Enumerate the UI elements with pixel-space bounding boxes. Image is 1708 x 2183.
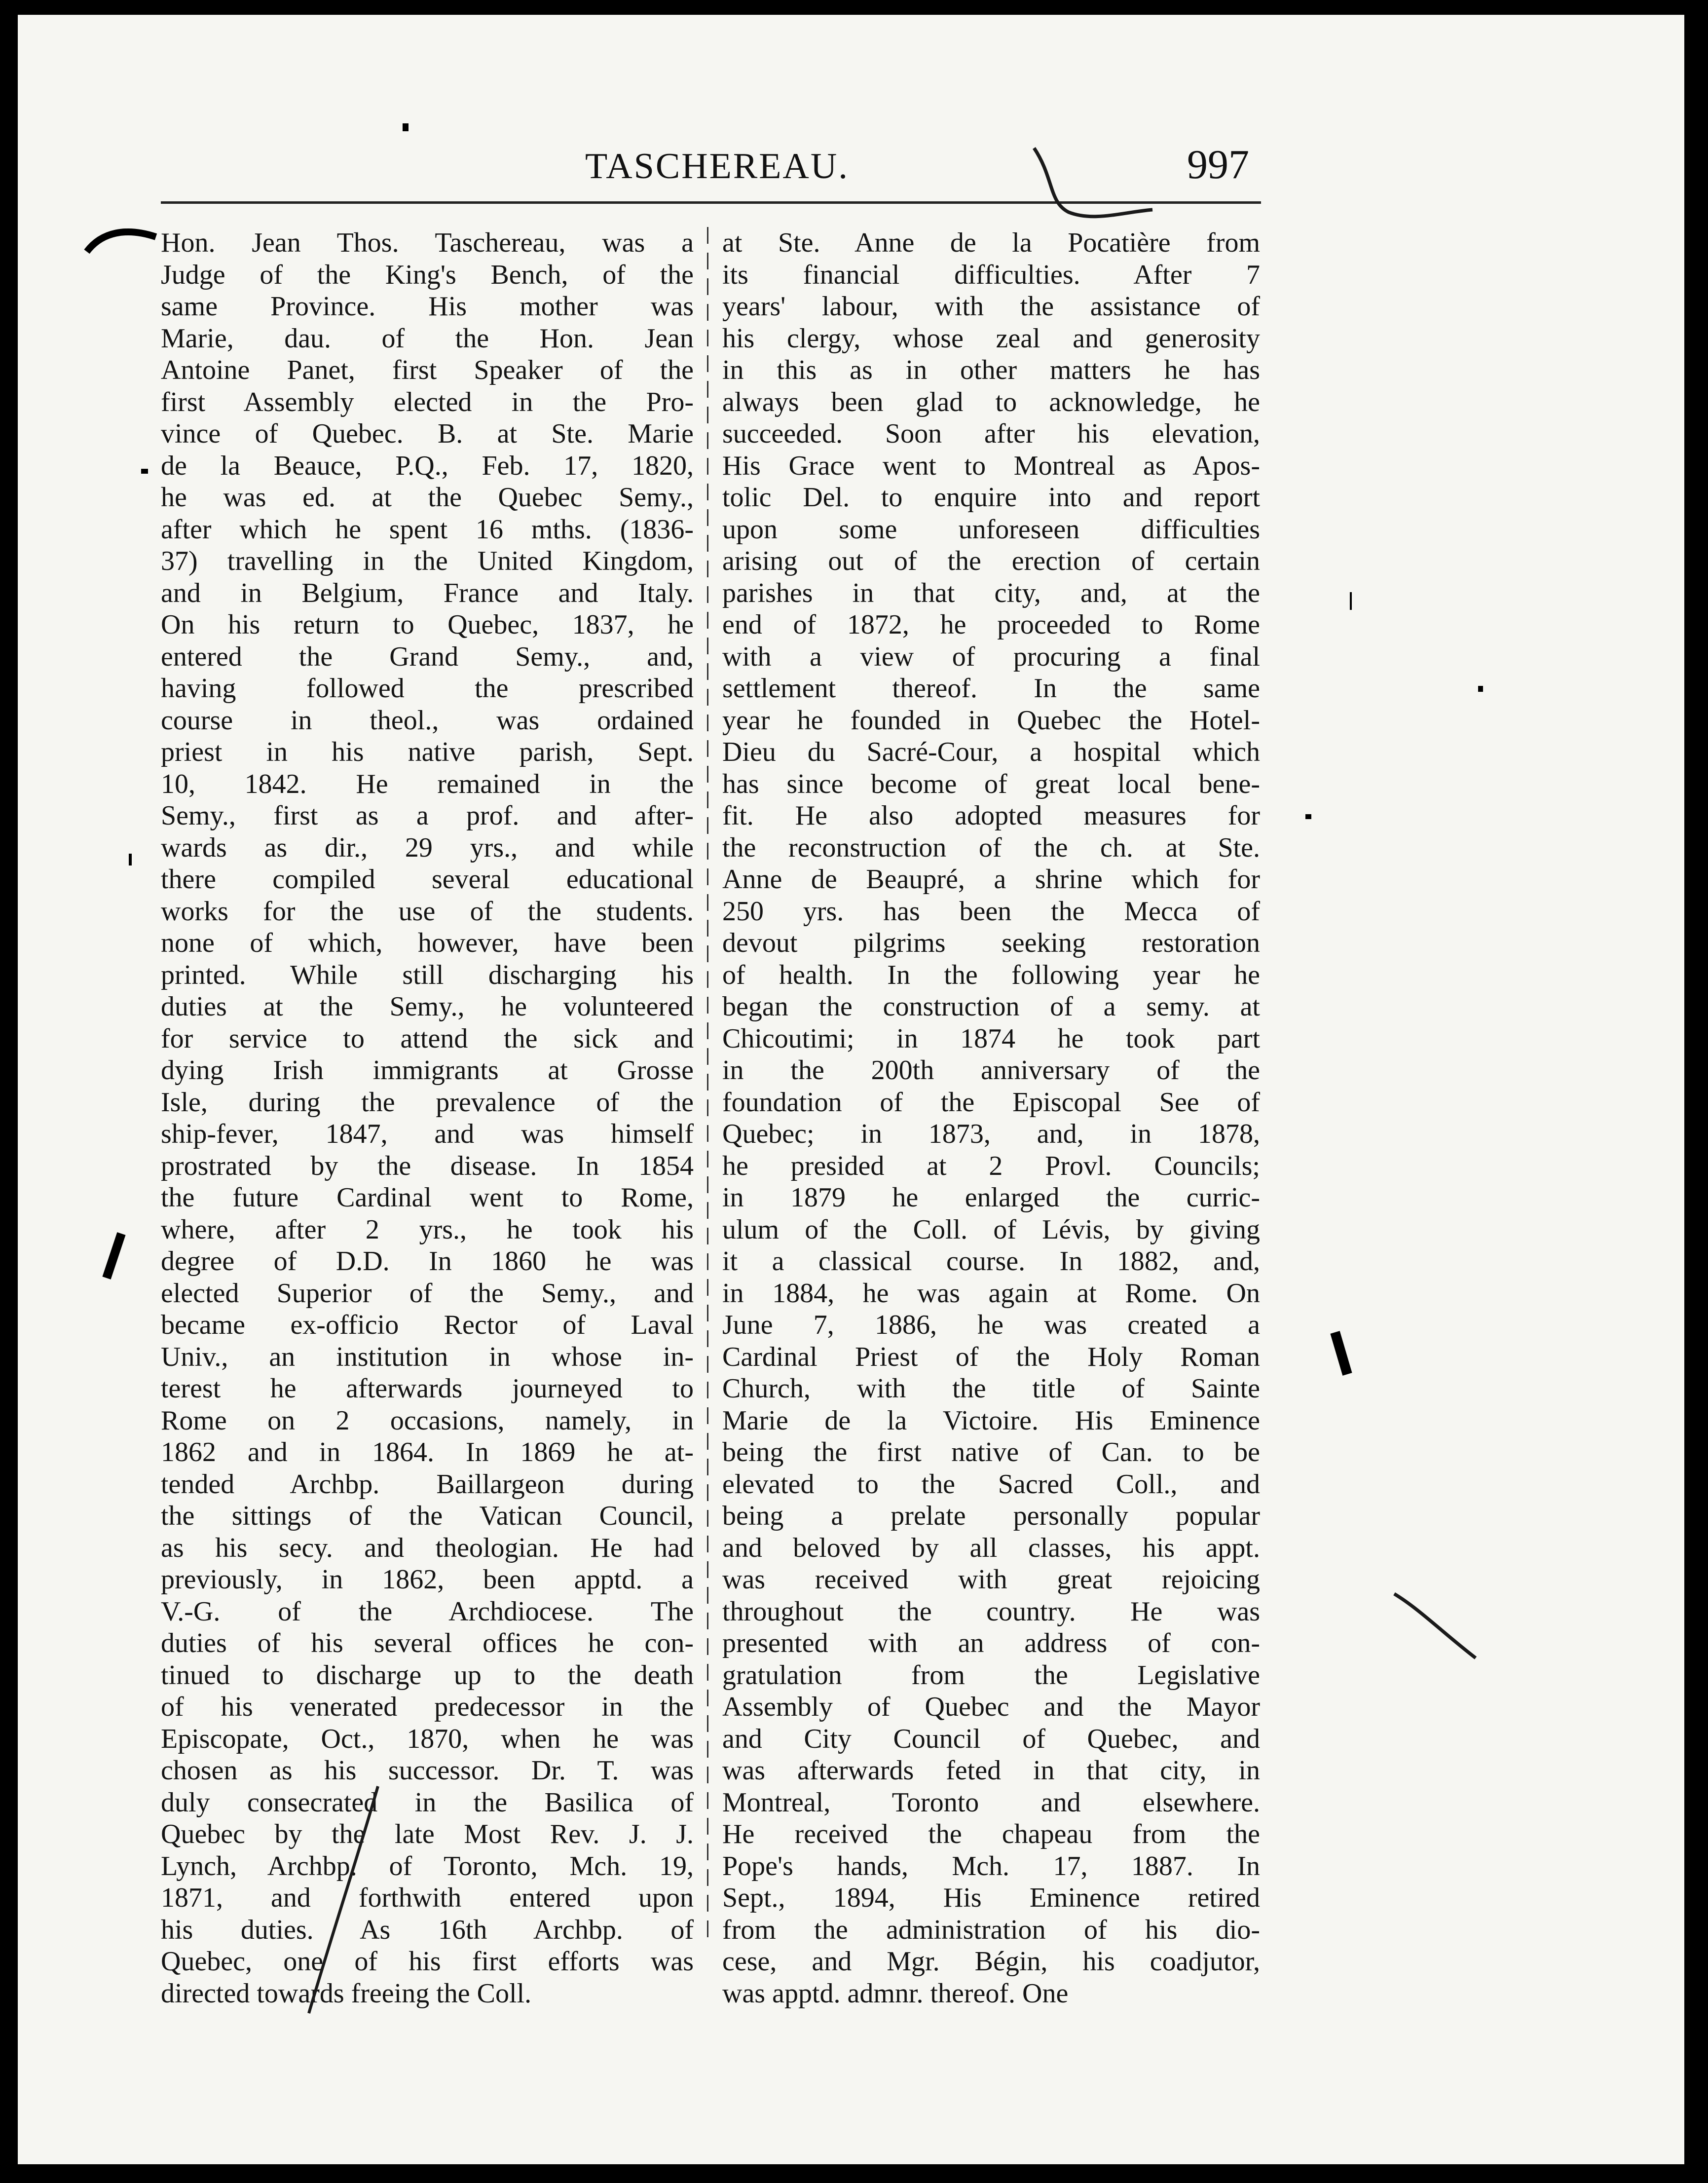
right-column-line: Quebec; in 1873, and, in 1878, xyxy=(722,1119,1260,1149)
left-column-line: wards as dir., 29 yrs., and while xyxy=(161,832,694,863)
right-column-line: in this as in other matters he has xyxy=(722,355,1260,385)
left-column-line: for service to attend the sick and xyxy=(161,1023,694,1054)
right-column-line: fit. He also adopted measures for xyxy=(722,800,1260,831)
right-column-line: he presided at 2 Provl. Councils; xyxy=(722,1150,1260,1181)
left-column-line: Rome on 2 occasions, namely, in xyxy=(161,1405,694,1436)
left-column-line: there compiled several educational xyxy=(161,864,694,895)
right-column-line: has since become of great local bene- xyxy=(722,768,1260,799)
right-column-line: being a prelate personally popular xyxy=(722,1501,1260,1531)
column-divider xyxy=(707,227,708,1944)
left-column-line: chosen as his successor. Dr. T. was xyxy=(161,1755,694,1786)
right-column-line: was received with great rejoicing xyxy=(722,1564,1260,1595)
speck-3 xyxy=(1305,814,1311,819)
left-column-line: elected Superior of the Semy., and xyxy=(161,1278,694,1309)
left-column-line: Judge of the King's Bench, of the xyxy=(161,259,694,290)
right-column-line: in 1884, he was again at Rome. On xyxy=(722,1278,1260,1309)
right-column-line: the reconstruction of the ch. at Ste. xyxy=(722,832,1260,863)
speck-4 xyxy=(1350,592,1352,610)
right-column-line: Assembly of Quebec and the Mayor xyxy=(722,1692,1260,1722)
left-column-line: he was ed. at the Quebec Semy., xyxy=(161,482,694,513)
pencil-stroke-bottom-left xyxy=(294,1781,393,2018)
right-column xyxy=(722,227,1260,2009)
left-column-line: dying Irish immigrants at Grosse xyxy=(161,1055,694,1086)
right-column-line: gratulation from the Legislative xyxy=(722,1659,1260,1691)
left-column-line: Lynch, Archbp. of Toronto, Mch. 19, xyxy=(161,1850,694,1882)
left-column-line: duly consecrated in the Basilica of xyxy=(161,1787,694,1818)
left-column-line: works for the use of the students. xyxy=(161,896,694,927)
right-column-line: and beloved by all classes, his appt. xyxy=(722,1532,1260,1563)
right-column-line: devout pilgrims seeking restoration xyxy=(722,928,1260,958)
right-column-line: June 7, 1886, he was created a xyxy=(722,1310,1260,1340)
left-column-line: Isle, during the prevalence of the xyxy=(161,1087,694,1118)
left-column-line: 1862 and in 1864. In 1869 he at- xyxy=(161,1437,694,1468)
speck-5 xyxy=(129,854,132,866)
left-column-line: the sittings of the Vatican Council, xyxy=(161,1501,694,1531)
speck-1 xyxy=(403,123,408,131)
scanned-page xyxy=(18,15,1684,2164)
right-column-line: settlement thereof. In the same xyxy=(722,673,1260,704)
left-column-line: after which he spent 16 mths. (1836- xyxy=(161,514,694,545)
left-column-line: Antoine Panet, first Speaker of the xyxy=(161,355,694,385)
left-column-line: directed towards freeing the Coll. xyxy=(161,1978,532,2009)
speck-6 xyxy=(141,469,148,474)
left-column-line: having followed the prescribed xyxy=(161,673,694,704)
left-column-line: prostrated by the disease. In 1854 xyxy=(161,1150,694,1181)
left-column-line: Hon. Jean Thos. Taschereau, was a xyxy=(161,227,694,258)
ink-mark-right-margin xyxy=(1325,1327,1360,1382)
left-column-line: duties of his several offices he con- xyxy=(161,1628,694,1658)
right-column-line: Marie de la Victoire. His Eminence xyxy=(722,1405,1260,1436)
left-column-line: previously, in 1862, been apptd. a xyxy=(161,1564,694,1595)
right-column-line: it a classical course. In 1882, and, xyxy=(722,1246,1260,1277)
right-column-line: 250 yrs. has been the Mecca of xyxy=(722,896,1260,927)
right-column-line: throughout the country. He was xyxy=(722,1596,1260,1627)
speck-2 xyxy=(1478,686,1483,692)
left-column-line: tinued to discharge up to the death xyxy=(161,1659,694,1691)
right-column-line: presented with an address of con- xyxy=(722,1628,1260,1658)
left-column-line: degree of D.D. In 1860 he was xyxy=(161,1246,694,1277)
right-column-line: Cardinal Priest of the Holy Roman xyxy=(722,1341,1260,1372)
right-column-line: of health. In the following year he xyxy=(722,959,1260,990)
left-column-line: his duties. As 16th Archbp. of xyxy=(161,1914,694,1945)
left-column-line: V.-G. of the Archdiocese. The xyxy=(161,1596,694,1627)
pencil-mark-right xyxy=(1389,1584,1483,1668)
right-column-line: Chicoutimi; in 1874 he took part xyxy=(722,1023,1260,1054)
right-column-line: in the 200th anniversary of the xyxy=(722,1055,1260,1086)
left-column-line: became ex-officio Rector of Laval xyxy=(161,1310,694,1340)
right-column-line: from the administration of his dio- xyxy=(722,1914,1260,1945)
right-column-line: was apptd. admnr. thereof. One xyxy=(722,1978,1069,2009)
right-column-line: year he founded in Quebec the Hotel- xyxy=(722,705,1260,736)
left-column-line: Quebec by the late Most Rev. J. J. xyxy=(161,1819,694,1849)
left-column-line: first Assembly elected in the Pro- xyxy=(161,386,694,417)
left-column-line: On his return to Quebec, 1837, he xyxy=(161,609,694,640)
right-column-line: was afterwards feted in that city, in xyxy=(722,1755,1260,1786)
left-column-line: terest he afterwards journeyed to xyxy=(161,1373,694,1404)
right-column-line: years' labour, with the assistance of xyxy=(722,291,1260,322)
left-column-line: Quebec, one of his first efforts was xyxy=(161,1946,694,1977)
pencil-mark-top xyxy=(1024,138,1162,227)
right-column-line: always been glad to acknowledge, he xyxy=(722,386,1260,417)
left-column-line: Univ., an institution in whose in- xyxy=(161,1341,694,1372)
left-column-line: Semy., first as a prof. and after- xyxy=(161,800,694,831)
left-column-line: ship-fever, 1847, and was himself xyxy=(161,1119,694,1149)
right-column-line: at Ste. Anne de la Pocatière from xyxy=(722,227,1260,258)
left-column-line: of his venerated predecessor in the xyxy=(161,1692,694,1722)
right-column-line: Anne de Beaupré, a shrine which for xyxy=(722,864,1260,895)
ink-mark-left-top xyxy=(82,222,161,266)
right-column-line: Sept., 1894, His Eminence retired xyxy=(722,1882,1260,1913)
right-column-line: in 1879 he enlarged the curric- xyxy=(722,1182,1260,1213)
right-column-line: foundation of the Episcopal See of xyxy=(722,1087,1260,1118)
left-column-line: 1871, and forthwith entered upon xyxy=(161,1882,694,1913)
left-column-line: vince of Quebec. B. at Ste. Marie xyxy=(161,418,694,449)
left-column-line: the future Cardinal went to Rome, xyxy=(161,1182,694,1213)
left-column-line: Marie, dau. of the Hon. Jean xyxy=(161,323,694,354)
left-column xyxy=(161,227,694,2009)
right-column-line: tolic Del. to enquire into and report xyxy=(722,482,1260,513)
right-column-line: His Grace went to Montreal as Apos- xyxy=(722,450,1260,481)
left-column-line: de la Beauce, P.Q., Feb. 17, 1820, xyxy=(161,450,694,481)
left-column-line: course in theol., was ordained xyxy=(161,705,694,736)
right-column-line: elevated to the Sacred Coll., and xyxy=(722,1468,1260,1500)
left-column-line: and in Belgium, France and Italy. xyxy=(161,577,694,608)
ink-mark-left-mid xyxy=(97,1229,136,1288)
right-column-line: with a view of procuring a final xyxy=(722,641,1260,672)
right-column-line: ulum of the Coll. of Lévis, by giving xyxy=(722,1214,1260,1245)
left-column-line: duties at the Semy., he volunteered xyxy=(161,991,694,1022)
right-column-line: being the first native of Can. to be xyxy=(722,1437,1260,1468)
left-column-line: 10, 1842. He remained in the xyxy=(161,768,694,799)
left-column-line: same Province. His mother was xyxy=(161,291,694,322)
page-number: 997 xyxy=(1187,142,1249,188)
left-column-line: entered the Grand Semy., and, xyxy=(161,641,694,672)
left-column-line: as his secy. and theologian. He had xyxy=(161,1532,694,1563)
right-column-line: cese, and Mgr. Bégin, his coadjutor, xyxy=(722,1946,1260,1977)
right-column-line: Pope's hands, Mch. 17, 1887. In xyxy=(722,1850,1260,1882)
right-column-line: parishes in that city, and, at the xyxy=(722,577,1260,608)
right-column-line: He received the chapeau from the xyxy=(722,1819,1260,1849)
right-column-line: and City Council of Quebec, and xyxy=(722,1723,1260,1754)
right-column-line: arising out of the erection of certain xyxy=(722,546,1260,576)
left-column-line: 37) travelling in the United Kingdom, xyxy=(161,546,694,576)
right-column-line: Church, with the title of Sainte xyxy=(722,1373,1260,1404)
right-column-line: his clergy, whose zeal and generosity xyxy=(722,323,1260,354)
right-column-line: its financial difficulties. After 7 xyxy=(722,259,1260,290)
left-column-line: none of which, however, have been xyxy=(161,928,694,958)
running-title: TASCHEREAU. xyxy=(585,146,849,187)
right-column-line: Dieu du Sacré-Cour, a hospital which xyxy=(722,737,1260,767)
right-column-line: end of 1872, he proceeded to Rome xyxy=(722,609,1260,640)
left-column-line: printed. While still discharging his xyxy=(161,959,694,990)
left-column-line: tended Archbp. Baillargeon during xyxy=(161,1468,694,1500)
right-column-line: upon some unforeseen difficulties xyxy=(722,514,1260,545)
right-column-line: Montreal, Toronto and elsewhere. xyxy=(722,1787,1260,1818)
left-column-line: priest in his native parish, Sept. xyxy=(161,737,694,767)
right-column-line: succeeded. Soon after his elevation, xyxy=(722,418,1260,449)
left-column-line: where, after 2 yrs., he took his xyxy=(161,1214,694,1245)
right-column-line: began the construction of a semy. at xyxy=(722,991,1260,1022)
left-column-line: Episcopate, Oct., 1870, when he was xyxy=(161,1723,694,1754)
